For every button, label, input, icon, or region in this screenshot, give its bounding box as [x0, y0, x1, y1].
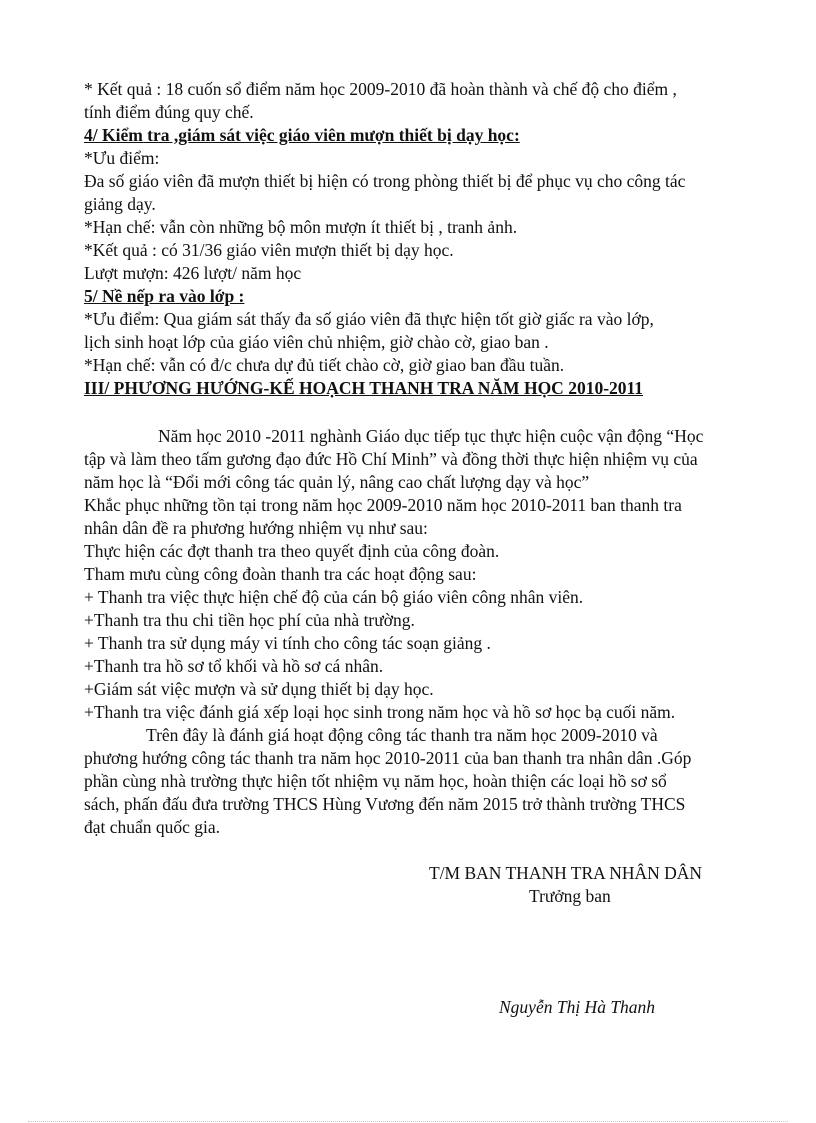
section-3-heading: III/ PHƯƠNG HƯỚNG-KẾ HOẠCH THANH TRA NĂM HỌC 2010-2011	[84, 378, 644, 398]
signature-name: Nguyễn Thị Hà Thanh	[499, 997, 656, 1017]
paragraph-line: tập và làm theo tấm gương đạo đức Hồ Chí Minh” và đồng thời thực hiện nhiệm vụ của	[84, 449, 698, 469]
paragraph-line: sách, phấn đấu đưa trường THCS Hùng Vương đến năm 2015 trở thành trường THCS	[84, 794, 686, 814]
advantage-line: *Ưu điểm: Qua giám sát thấy đa số giáo viên đã thực hiện tốt giờ giấc ra vào lớp,	[84, 309, 654, 329]
section-5-heading: 5/ Nề nếp ra vào lớp :	[84, 286, 245, 306]
paragraph-line: lịch sinh hoạt lớp của giáo viên chủ nhiệm, giờ chào cờ, giao ban .	[84, 332, 549, 352]
result-line: *Kết quả : có 31/36 giáo viên mượn thiết bị dạy học.	[84, 240, 454, 260]
paragraph-line: giảng dạy.	[84, 194, 156, 214]
list-item: + Thanh tra việc thực hiện chế độ của cán bộ giáo viên công nhân viên.	[84, 587, 584, 607]
list-item: +Thanh tra việc đánh giá xếp loại học sinh trong năm học và hồ sơ học bạ cuối năm.	[84, 702, 676, 722]
paragraph-line: Khắc phục những tồn tại trong năm học 2009-2010 năm học 2010-2011 ban thanh tra	[84, 495, 682, 515]
limitation-line: *Hạn chế: vẫn còn những bộ môn mượn ít thiết bị , tranh ảnh.	[84, 217, 518, 237]
paragraph-line: năm học là “Đổi mới công tác quản lý, nâng cao chất lượng dạy và học”	[84, 472, 590, 492]
advantage-label: *Ưu điểm:	[84, 148, 160, 168]
paragraph-line: đạt chuẩn quốc gia.	[84, 817, 221, 837]
section-4-heading: 4/ Kiểm tra ,giám sát việc giáo viên mượn thiết bị dạy học:	[84, 125, 520, 145]
paragraph-first-line: Năm học 2010 -2011 nghành Giáo dục tiếp tục thực hiện cuộc vận động “Học	[158, 426, 704, 446]
result-line: * Kết quả : 18 cuốn sổ điểm năm học 2009-2010 đã hoàn thành và chế độ cho điểm ,	[84, 79, 677, 99]
paragraph-first-line: Trên đây là đánh giá hoạt động công tác thanh tra năm học 2009-2010 và	[146, 725, 658, 745]
list-item: +Giám sát việc mượn và sử dụng thiết bị dạy học.	[84, 679, 434, 699]
page-bottom-divider	[28, 1121, 788, 1122]
list-item: +Thanh tra thu chi tiền học phí của nhà trường.	[84, 610, 415, 630]
borrow-count-line: Lượt mượn: 426 lượt/ năm học	[84, 263, 302, 283]
list-item: + Thanh tra sử dụng máy vi tính cho công tác soạn giảng .	[84, 633, 491, 653]
paragraph-line: Thực hiện các đợt thanh tra theo quyết định của công đoàn.	[84, 541, 500, 561]
result-line-cont: tính điểm đúng quy chế.	[84, 102, 254, 122]
paragraph-line: phần cùng nhà trường thực hiện tốt nhiệm vụ năm học, hoàn thiện các loại hồ sơ sổ	[84, 771, 667, 791]
limitation-line: *Hạn chế: vẫn có đ/c chưa dự đủ tiết chào cờ, giờ giao ban đầu tuần.	[84, 355, 565, 375]
paragraph-line: Đa số giáo viên đã mượn thiết bị hiện có trong phòng thiết bị để phục vụ cho công tác	[84, 171, 686, 191]
signature-role: Trưởng ban	[529, 886, 611, 906]
signature-org: T/M BAN THANH TRA NHÂN DÂN	[429, 863, 703, 883]
list-item: +Thanh tra hồ sơ tổ khối và hồ sơ cá nhân.	[84, 656, 384, 676]
paragraph-line: nhân dân đề ra phương hướng nhiệm vụ như sau:	[84, 518, 428, 538]
paragraph-line: Tham mưu cùng công đoàn thanh tra các hoạt động sau:	[84, 564, 477, 584]
paragraph-line: phương hướng công tác thanh tra năm học 2010-2011 của ban thanh tra nhân dân .Góp	[84, 748, 692, 768]
